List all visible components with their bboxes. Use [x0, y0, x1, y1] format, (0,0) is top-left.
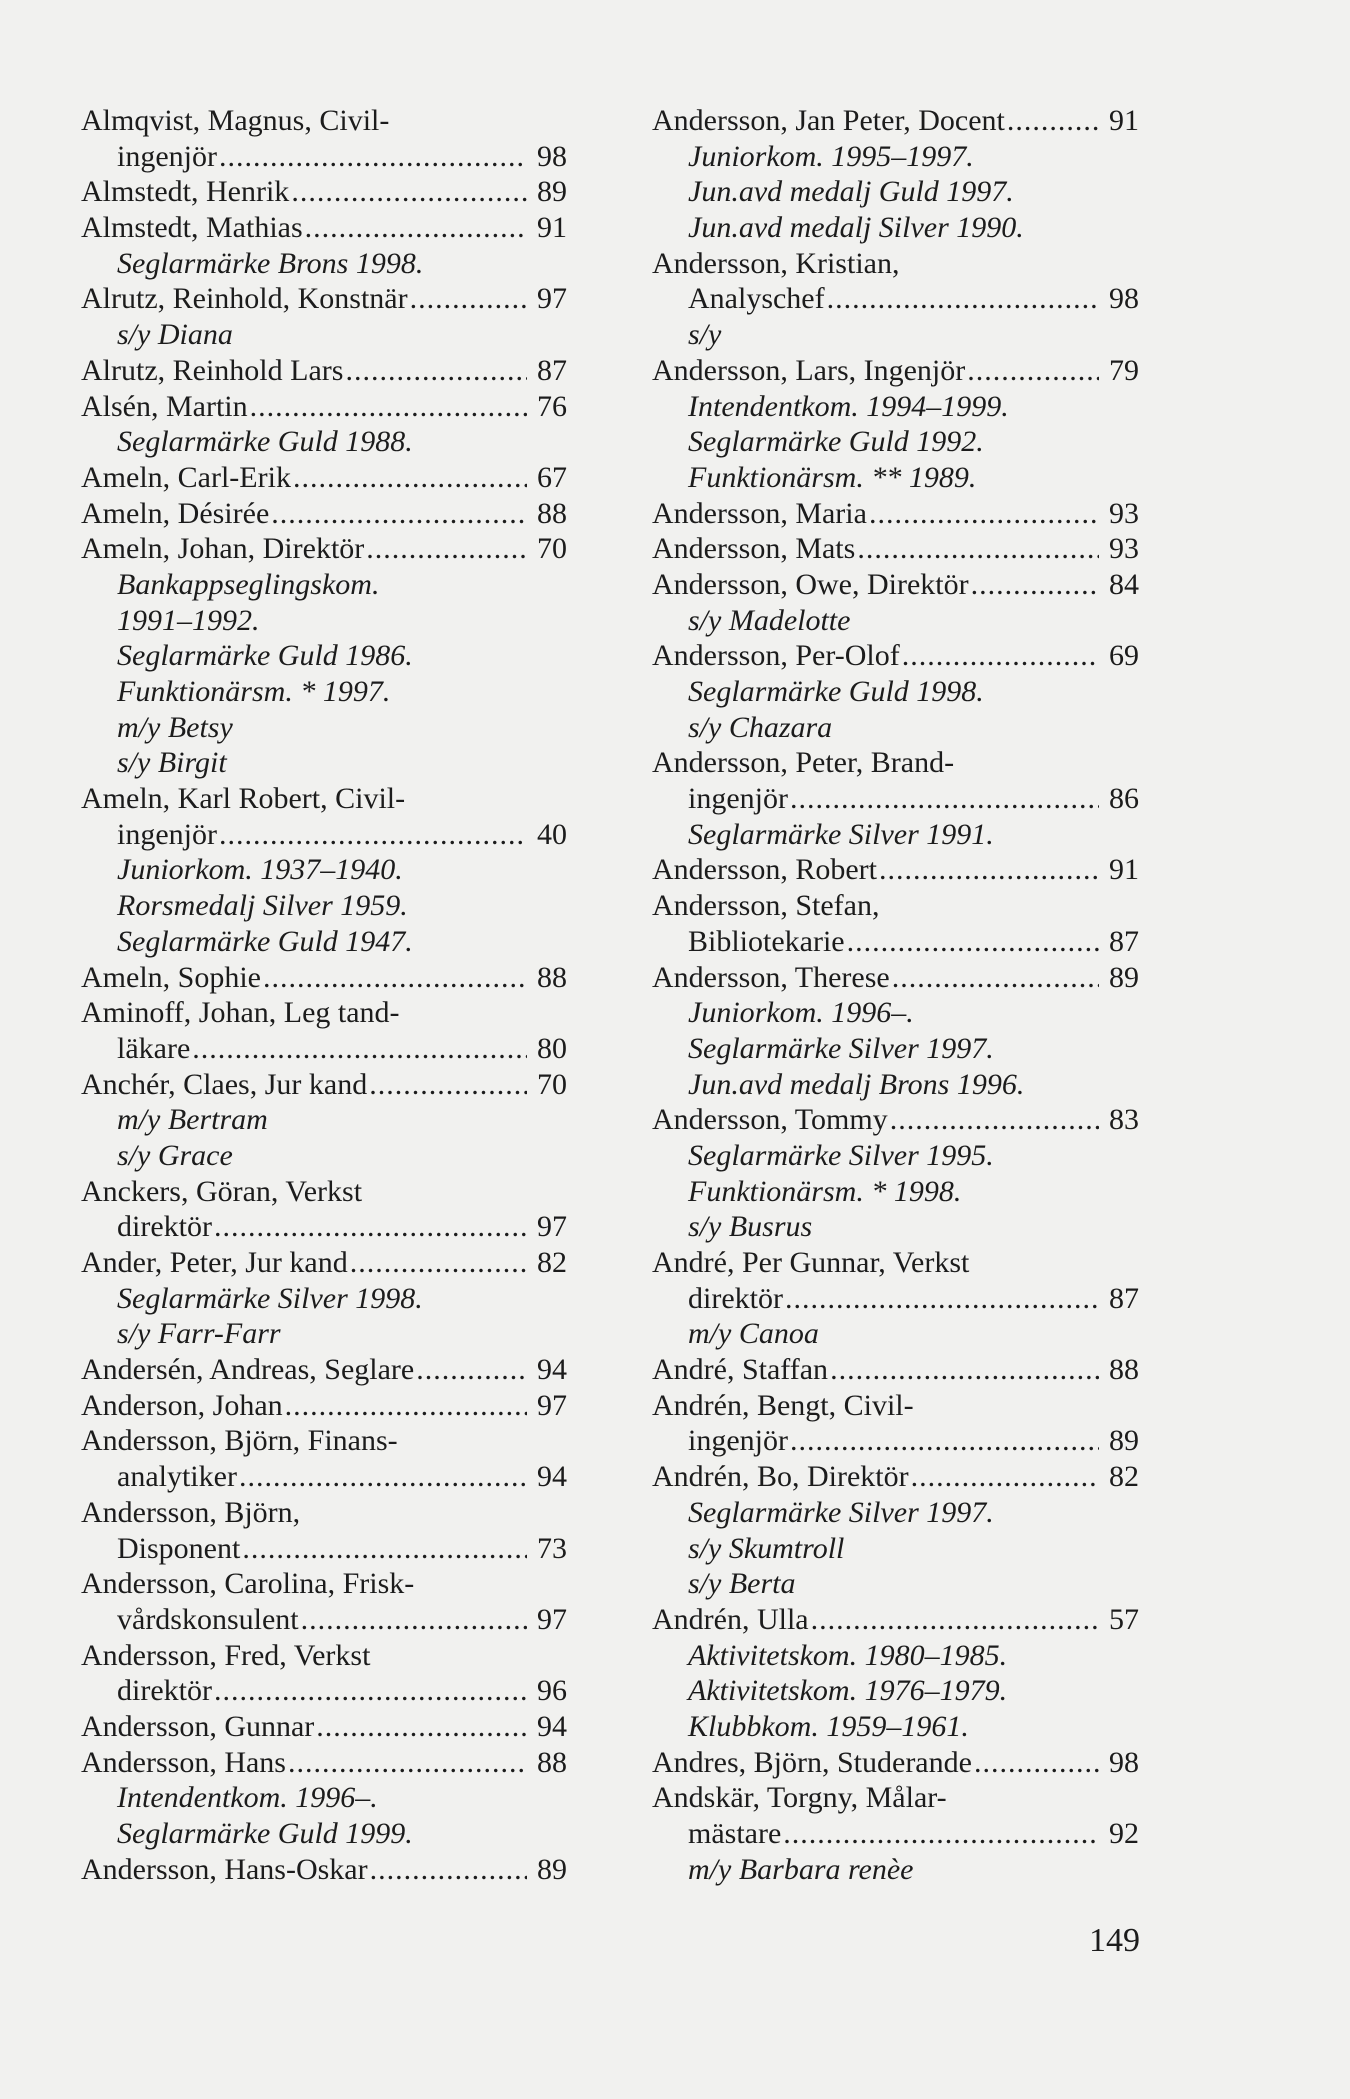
entry-text: s/y Birgit [117, 746, 227, 780]
entry-text: Juniorkom. 1996–. [688, 996, 914, 1030]
entry-page-number: 57 [1109, 1602, 1139, 1636]
entry-page-number: 87 [1109, 924, 1139, 958]
entry-text: Andersén, Andreas, Seglare [81, 1353, 415, 1387]
index-annotation [81, 1780, 567, 1816]
dot-leader [242, 1531, 527, 1567]
entry-text: s/y Berta [688, 1567, 796, 1601]
index-entry [81, 995, 567, 1031]
index-entry [81, 1531, 567, 1567]
entry-page-number: 89 [537, 1852, 567, 1886]
entry-text: vårdskonsulent [117, 1602, 299, 1636]
entry-text: Andersson, Carolina, Frisk- [81, 1567, 415, 1601]
index-annotation [652, 710, 1139, 746]
index-entry [81, 1673, 567, 1709]
entry-text: Seglarmärke Guld 1992. [688, 425, 984, 459]
entry-page-number: 69 [1109, 639, 1139, 673]
index-entry [81, 353, 567, 389]
entry-text: Seglarmärke Guld 1988. [117, 425, 413, 459]
entry-text: Andersson, Kristian, [652, 246, 900, 280]
index-entry [652, 1459, 1139, 1495]
entry-page-number: 93 [1109, 532, 1139, 566]
entry-text: Klubbkom. 1959–1961. [688, 1709, 969, 1743]
entry-text: Juniorkom. 1995–1997. [688, 139, 974, 173]
entry-text: direktör [117, 1674, 212, 1708]
entry-page-number: 91 [1109, 853, 1139, 887]
entry-page-number: 97 [537, 282, 567, 316]
entry-text: Andersson, Stefan, [652, 889, 880, 923]
dot-leader [219, 139, 527, 175]
entry-text: Andersson, Owe, Direktör [652, 567, 969, 601]
index-annotation [81, 1102, 567, 1138]
index-annotation [652, 995, 1139, 1031]
dot-leader [971, 567, 1099, 603]
entry-text: Andersson, Hans-Oskar [81, 1852, 368, 1886]
index-annotation [81, 1138, 567, 1174]
index-column-left [81, 103, 567, 1887]
index-entry [652, 1780, 1139, 1816]
index-entry [652, 1745, 1139, 1781]
entry-page-number: 70 [537, 1067, 567, 1101]
entry-page-number: 97 [537, 1388, 567, 1422]
index-annotation [81, 852, 567, 888]
entry-text: Intendentkom. 1994–1999. [688, 389, 1009, 423]
entry-text: Funktionärsm. ** 1989. [688, 460, 977, 494]
index-annotation [652, 1531, 1139, 1567]
dot-leader [345, 353, 527, 389]
entry-text: André, Per Gunnar, Verkst [652, 1246, 970, 1279]
dot-leader [214, 1209, 527, 1245]
entry-text: Ander, Peter, Jur kand [81, 1246, 348, 1279]
dot-leader [410, 281, 527, 317]
dot-leader [1007, 103, 1099, 139]
entry-text: Andersson, Hans [81, 1745, 286, 1779]
entry-text: Ameln, Johan, Direktör [81, 532, 365, 566]
dot-leader [301, 1602, 527, 1638]
dot-leader [288, 1745, 527, 1781]
entry-page-number: 94 [537, 1460, 567, 1494]
index-entry [652, 852, 1139, 888]
index-entry [652, 281, 1139, 317]
index-annotation [652, 1566, 1139, 1602]
index-entry [81, 1067, 567, 1103]
entry-text: Ameln, Karl Robert, Civil- [81, 782, 406, 816]
entry-text: s/y Chazara [688, 710, 833, 744]
dot-leader [783, 1816, 1099, 1852]
entry-text: Andrén, Bo, Direktör [652, 1460, 909, 1494]
entry-page-number: 97 [537, 1602, 567, 1636]
entry-text: Andersson, Fred, Verkst [81, 1638, 371, 1672]
entry-text: analytiker [117, 1460, 237, 1494]
entry-text: m/y Bertram [117, 1103, 268, 1137]
entry-page-number: 87 [1109, 1281, 1139, 1315]
entry-text: Seglarmärke Guld 1999. [117, 1817, 413, 1850]
dot-leader [250, 389, 527, 425]
index-annotation [81, 567, 567, 603]
entry-text: Aktivitetskom. 1976–1979. [688, 1674, 1008, 1708]
dot-leader [271, 496, 527, 532]
entry-text: m/y Barbara renèe [688, 1852, 914, 1886]
entry-text: Rorsmedalj Silver 1959. [117, 889, 408, 923]
index-entry [81, 817, 567, 853]
index-entry [652, 353, 1139, 389]
entry-text: ingenjör [117, 139, 217, 173]
entry-text: Almstedt, Henrik [81, 175, 290, 209]
index-entry [81, 496, 567, 532]
entry-text: Seglarmärke Silver 1997. [688, 1495, 994, 1529]
index-annotation [652, 1673, 1139, 1709]
entry-text: mästare [688, 1817, 782, 1850]
index-annotation [652, 603, 1139, 639]
entry-text: s/y Diana [117, 318, 233, 352]
entry-text: Andersson, Björn, Finans- [81, 1424, 398, 1458]
entry-page-number: 82 [537, 1246, 567, 1279]
index-annotation [652, 174, 1139, 210]
entry-text: Seglarmärke Silver 1997. [688, 1031, 994, 1065]
dot-leader [291, 174, 527, 210]
entry-text: Bibliotekarie [688, 924, 845, 958]
index-entry [652, 1602, 1139, 1638]
entry-text: m/y Canoa [688, 1317, 819, 1351]
dot-leader [263, 960, 527, 996]
entry-page-number: 76 [537, 389, 567, 423]
entry-text: s/y Busrus [688, 1210, 813, 1244]
index-entry [81, 139, 567, 175]
index-entry [652, 924, 1139, 960]
dot-leader [785, 1281, 1099, 1317]
index-entry [81, 531, 567, 567]
index-annotation [652, 1209, 1139, 1245]
entry-text: m/y Betsy [117, 710, 233, 744]
entry-text: Ameln, Carl-Erik [81, 460, 291, 494]
entry-text: 1991–1992. [117, 603, 260, 637]
dot-leader [790, 1423, 1099, 1459]
index-annotation [81, 317, 567, 353]
index-entry [652, 567, 1139, 603]
entry-text: Aminoff, Johan, Leg tand- [81, 996, 400, 1030]
entry-page-number: 98 [1109, 282, 1139, 316]
entry-text: läkare [117, 1031, 191, 1065]
entry-page-number: 88 [537, 960, 567, 994]
dot-leader [293, 460, 527, 496]
entry-page-number: 91 [537, 211, 567, 245]
index-entry [652, 1281, 1139, 1317]
entry-text: Andrén, Ulla [652, 1602, 809, 1636]
entry-text: Andersson, Tommy [652, 1103, 888, 1137]
index-annotation [81, 674, 567, 710]
entry-text: Seglarmärke Brons 1998. [117, 246, 424, 280]
index-annotation [81, 710, 567, 746]
index-entry [652, 888, 1139, 924]
index-entry [652, 496, 1139, 532]
index-entry [81, 1745, 567, 1781]
index-entry [81, 1174, 567, 1210]
dot-leader [219, 817, 527, 853]
entry-text: Seglarmärke Guld 1947. [117, 924, 413, 958]
index-entry [81, 1638, 567, 1674]
entry-text: ingenjör [117, 817, 217, 851]
index-annotation [652, 1316, 1139, 1352]
entry-page-number: 88 [1109, 1353, 1139, 1387]
index-entry [81, 1031, 567, 1067]
entry-text: Seglarmärke Guld 1986. [117, 639, 413, 673]
index-entry [81, 210, 567, 246]
entry-text: Juniorkom. 1937–1940. [117, 853, 403, 887]
entry-text: Aktivitetskom. 1980–1985. [688, 1638, 1008, 1672]
index-entry [652, 960, 1139, 996]
index-entry [652, 531, 1139, 567]
entry-page-number: 98 [1109, 1745, 1139, 1779]
entry-page-number: 96 [537, 1674, 567, 1708]
entry-text: Funktionärsm. * 1998. [688, 1174, 962, 1208]
entry-text: Andersson, Robert [652, 853, 877, 887]
entry-page-number: 80 [537, 1031, 567, 1065]
dot-leader [827, 281, 1099, 317]
entry-page-number: 83 [1109, 1103, 1139, 1137]
index-entry [81, 389, 567, 425]
index-annotation [81, 888, 567, 924]
dot-leader [879, 852, 1099, 888]
dot-leader [857, 531, 1099, 567]
index-annotation [81, 1316, 567, 1352]
index-entry [81, 281, 567, 317]
index-entry [81, 781, 567, 817]
index-annotation [652, 1638, 1139, 1674]
index-entry [652, 1245, 1139, 1281]
entry-text: s/y Skumtroll [688, 1531, 845, 1565]
index-column-right [652, 103, 1139, 1887]
entry-text: Jun.avd medalj Brons 1996. [688, 1067, 1025, 1101]
page-number: 149 [1089, 1922, 1140, 1959]
entry-text: ingenjör [688, 782, 788, 816]
dot-leader [847, 924, 1099, 960]
entry-text: Ameln, Sophie [81, 960, 261, 994]
index-entry [652, 103, 1139, 139]
index-entry [81, 1709, 567, 1745]
index-annotation [81, 246, 567, 282]
entry-text: direktör [688, 1281, 783, 1315]
entry-page-number: 97 [537, 1210, 567, 1244]
index-annotation [652, 674, 1139, 710]
dot-leader [214, 1673, 527, 1709]
dot-leader [370, 1852, 527, 1888]
entry-text: Andskär, Torgny, Målar- [652, 1781, 947, 1815]
entry-text: s/y [688, 318, 722, 352]
entry-page-number: 40 [537, 817, 567, 851]
index-entry [81, 1423, 567, 1459]
index-annotation [81, 1281, 567, 1317]
index-annotation [652, 317, 1139, 353]
dot-leader [416, 1352, 527, 1388]
entry-page-number: 94 [537, 1353, 567, 1387]
entry-text: Jun.avd medalj Guld 1997. [688, 175, 1014, 209]
dot-leader [869, 496, 1099, 532]
entry-page-number: 88 [537, 1745, 567, 1779]
entry-text: Ameln, Désirée [81, 496, 270, 530]
entry-page-number: 67 [537, 460, 567, 494]
index-annotation [652, 1031, 1139, 1067]
entry-page-number: 73 [537, 1531, 567, 1565]
index-entry [652, 745, 1139, 781]
entry-text: Anderson, Johan [81, 1388, 283, 1422]
index-entry [81, 103, 567, 139]
index-annotation [81, 1816, 567, 1852]
index-entry [652, 1102, 1139, 1138]
index-entry [652, 1423, 1139, 1459]
dot-leader [239, 1459, 527, 1495]
entry-text: Andersson, Peter, Brand- [652, 746, 955, 780]
index-entry [652, 638, 1139, 674]
index-entry [81, 1602, 567, 1638]
index-annotation [81, 424, 567, 460]
entry-text: ingenjör [688, 1424, 788, 1458]
entry-text: direktör [117, 1210, 212, 1244]
index-entry [652, 781, 1139, 817]
dot-leader [911, 1459, 1099, 1495]
dot-leader [974, 1745, 1099, 1781]
index-entry [81, 460, 567, 496]
entry-page-number: 87 [537, 353, 567, 387]
entry-text: Andersson, Lars, Ingenjör [652, 353, 966, 387]
entry-text: s/y Farr-Farr [117, 1317, 281, 1351]
dot-leader [305, 210, 527, 246]
index-entry [81, 174, 567, 210]
index-entry [81, 1566, 567, 1602]
index-annotation [652, 1495, 1139, 1531]
index-entry [81, 1245, 567, 1281]
index-annotation [81, 924, 567, 960]
dot-leader [902, 638, 1099, 674]
index-annotation [652, 817, 1139, 853]
entry-page-number: 88 [537, 496, 567, 530]
entry-page-number: 79 [1109, 353, 1139, 387]
entry-text: Seglarmärke Silver 1995. [688, 1138, 994, 1172]
index-entry [81, 1352, 567, 1388]
entry-text: André, Staffan [652, 1353, 829, 1387]
entry-text: Bankappseglingskom. [117, 567, 380, 601]
entry-text: Andrén, Bengt, Civil- [652, 1388, 914, 1422]
index-annotation [81, 745, 567, 781]
dot-leader [830, 1352, 1099, 1388]
entry-page-number: 89 [537, 175, 567, 209]
entry-page-number: 92 [1109, 1817, 1139, 1850]
dot-leader [967, 353, 1099, 389]
dot-leader [811, 1602, 1099, 1638]
entry-text: Andersson, Per-Olof [652, 639, 900, 673]
entry-text: Andersson, Mats [652, 532, 856, 566]
index-annotation [81, 603, 567, 639]
index-annotation [652, 389, 1139, 425]
entry-page-number: 82 [1109, 1460, 1139, 1494]
entry-page-number: 84 [1109, 567, 1139, 601]
index-annotation [81, 638, 567, 674]
entry-text: Andersson, Jan Peter, Docent [652, 104, 1005, 137]
index-entry [652, 246, 1139, 282]
index-entry [652, 1816, 1139, 1852]
entry-page-number: 98 [537, 139, 567, 173]
index-annotation [652, 139, 1139, 175]
entry-text: Seglarmärke Silver 1998. [117, 1281, 423, 1315]
entry-text: Jun.avd medalj Silver 1990. [688, 211, 1024, 245]
index-annotation [652, 1138, 1139, 1174]
index-annotation [652, 1174, 1139, 1210]
index-entry [81, 1852, 567, 1888]
dot-leader [350, 1245, 527, 1281]
entry-text: Analyschef [688, 282, 825, 316]
entry-text: Anckers, Göran, Verkst [81, 1174, 363, 1208]
entry-page-number: 89 [1109, 1424, 1139, 1458]
index-annotation [652, 424, 1139, 460]
entry-text: Alrutz, Reinhold Lars [81, 353, 344, 387]
index-annotation [652, 460, 1139, 496]
entry-text: Seglarmärke Guld 1998. [688, 675, 984, 708]
entry-page-number: 94 [537, 1709, 567, 1743]
dot-leader [192, 1031, 527, 1067]
entry-text: Andersson, Therese [652, 960, 890, 994]
index-annotation [652, 210, 1139, 246]
dot-leader [316, 1709, 527, 1745]
entry-text: Disponent [117, 1531, 241, 1565]
index-entry [81, 960, 567, 996]
index-entry [652, 1388, 1139, 1424]
dot-leader [366, 531, 527, 567]
entry-text: Almstedt, Mathias [81, 211, 303, 245]
entry-text: Intendentkom. 1996–. [117, 1781, 378, 1815]
index-entry [81, 1388, 567, 1424]
entry-text: s/y Madelotte [688, 603, 851, 637]
entry-text: Andersson, Gunnar [81, 1709, 315, 1743]
dot-leader [892, 960, 1099, 996]
index-entry [81, 1459, 567, 1495]
index-annotation [652, 1067, 1139, 1103]
index-annotation [652, 1709, 1139, 1745]
entry-text: Andres, Björn, Studerande [652, 1745, 972, 1779]
entry-page-number: 70 [537, 532, 567, 566]
entry-page-number: 93 [1109, 496, 1139, 530]
entry-page-number: 91 [1109, 104, 1139, 137]
entry-text: Funktionärsm. * 1997. [117, 675, 391, 708]
dot-leader [790, 781, 1099, 817]
index-entry [652, 1352, 1139, 1388]
entry-page-number: 89 [1109, 960, 1139, 994]
index-entry [81, 1209, 567, 1245]
entry-text: Andersson, Maria [652, 496, 867, 530]
dot-leader [369, 1067, 527, 1103]
index-entry [81, 1495, 567, 1531]
dot-leader [890, 1102, 1099, 1138]
entry-text: Alsén, Martin [81, 389, 248, 423]
index-annotation [652, 1852, 1139, 1888]
entry-text: Seglarmärke Silver 1991. [688, 817, 994, 851]
entry-text: Almqvist, Magnus, Civil- [81, 104, 390, 137]
entry-page-number: 86 [1109, 782, 1139, 816]
dot-leader [285, 1388, 527, 1424]
entry-text: s/y Grace [117, 1138, 233, 1172]
entry-text: Andersson, Björn, [81, 1495, 301, 1529]
entry-text: Anchér, Claes, Jur kand [81, 1067, 368, 1101]
entry-text: Alrutz, Reinhold, Konstnär [81, 282, 408, 316]
